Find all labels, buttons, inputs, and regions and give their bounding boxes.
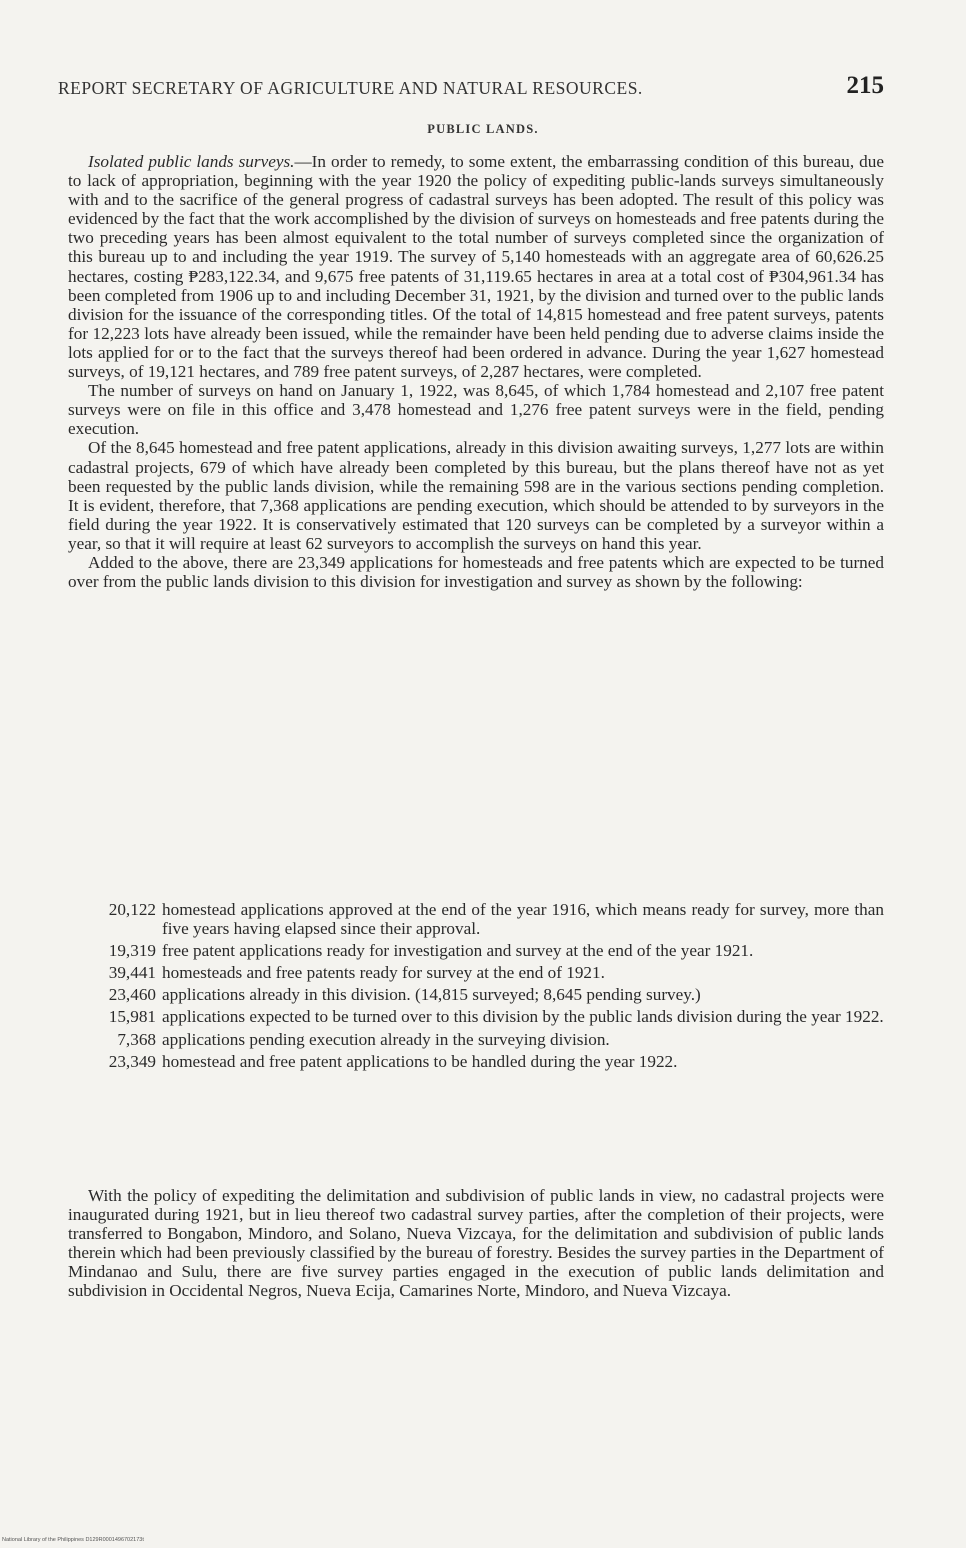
paragraph-pending-applications: Of the 8,645 homestead and free patent applications, already in this division awaiting surveys, 1,277 lots are within cadastral projects, 679 of which have already been completed by this bureau, but the plans thereof have not as yet been requested by the public lands division, while the remaining 598 are in the various sections pending completion. It is evident, therefore, that 7,368 applications are pending execution, which should be attended to by surveyors in the field during the year 1922. It is conservatively estimated that 120 surveys can be completed by a surveyor within a year, so that it will require at least 62 surveyors to accomplish the surveys on hand this year. bbox=[68, 438, 884, 553]
footer-note: National Library of the Philippines D129R0001496702173t bbox=[2, 1537, 144, 1543]
list-item-text: homesteads and free patents ready for survey at the end of 1921. bbox=[162, 963, 605, 983]
list-item bbox=[68, 1007, 884, 1026]
list-item bbox=[68, 1030, 884, 1049]
paragraph-isolated-surveys bbox=[68, 152, 884, 381]
list-item-number: 19,319 bbox=[108, 941, 156, 961]
list-item bbox=[68, 900, 884, 938]
paragraph-cadastral-projects: With the policy of expediting the delimitation and subdivision of public lands in view, no cadastral projects were inaugurated during 1921, but in lieu thereof two cadastral survey parties, after the completion of their projects, were transferred to Bongabon, Mindoro, and Solano, Nueva Vizcaya, for the delimitation and subdivision of public lands therein which had been previously classified by the bureau of forestry. Besides the survey parties in the Department of Mindanao and Sulu, there are five survey parties engaged in the execution of public lands delimitation and subdivision in Occidental Negros, Nueva Ecija, Camarines Norte, Mindoro, and Nueva Vizcaya. bbox=[68, 1186, 884, 1301]
paragraph-surveys-on-hand: The number of surveys on hand on January 1, 1922, was 8,645, of which 1,784 homestead and 2,107 free patent surveys were on file in this office and 3,478 homestead and 1,276 free patent surveys were in the field, pending execution. bbox=[68, 381, 884, 439]
list-item-text: homestead applications approved at the end of the year 1916, which means ready for survey, more than five years having elapsed since their approval. bbox=[162, 900, 884, 939]
running-header bbox=[58, 72, 888, 106]
list-item bbox=[68, 1052, 884, 1071]
list-item-text: applications expected to be turned over to this division by the public lands division during the year 1922. bbox=[162, 1007, 884, 1027]
paragraph-body: —In order to remedy, to some extent, the embarrassing condition of this bureau, due to lack of appropriation, beginning with the year 1920 the policy of expediting public-lands surveys simultaneously with and to the sacrifice of the general progress of cadastral surveys has been adopted. The result of this policy was evidenced by the fact that the work accomplished by the division of surveys on homesteads and free patents during the two preceding years has been almost equivalent to the total number of surveys completed since the organization of this bureau up to and including the year 1919. The survey of 5,140 homesteads with an aggregate area of 60,626.25 hectares, costing ₱283,122.34, and 9,675 free patents of 31,119.65 hectares in area at a total cost of ₱304,961.34 has been completed from 1906 up to and including December 31, 1921, by the division and turned over to the public lands division for the issuance of the corresponding titles. Of the total of 14,815 homestead and free patent surveys, patents for 12,223 lots have already been issued, while the remainder have been held pending due to adverse claims inside the lots applied for or to the fact that the surveys thereof had been ordered in advance. During the year 1,627 homestead surveys, of 19,121 hectares, and 789 free patent surveys, of 2,287 hectares, were completed. bbox=[68, 152, 884, 382]
list-item-text: applications already in this division. (14,815 surveyed; 8,645 pending survey.) bbox=[162, 985, 701, 1005]
closing-text bbox=[68, 1186, 884, 1301]
page-number: 215 bbox=[846, 72, 884, 99]
running-title: REPORT SECRETARY OF AGRICULTURE AND NATURAL RESOURCES. bbox=[58, 78, 643, 98]
list-item-number: 23,349 bbox=[108, 1051, 156, 1071]
list-item-text: applications pending execution already in the surveying division. bbox=[162, 1029, 610, 1049]
list-item-text: free patent applications ready for investigation and survey at the end of the year 1921. bbox=[162, 941, 754, 961]
paragraph-added-applications: Added to the above, there are 23,349 applications for homesteads and free patents which are expected to be turned over from the public lands division to this division for investigation and survey as shown by the following: bbox=[68, 552, 884, 592]
list-item-text: homestead and free patent applications to be handled during the year 1922. bbox=[162, 1051, 678, 1071]
list-item-number: 7,368 bbox=[117, 1029, 156, 1049]
section-title: PUBLIC LANDS. bbox=[427, 122, 539, 136]
list-item-number: 15,981 bbox=[108, 1007, 156, 1027]
paragraph-heading: Isolated public lands surveys. bbox=[88, 152, 295, 171]
list-item bbox=[68, 985, 884, 1004]
list-item-number: 23,460 bbox=[108, 985, 156, 1005]
list-item bbox=[68, 941, 884, 960]
application-list bbox=[68, 900, 884, 1074]
list-item-number: 39,441 bbox=[108, 963, 156, 983]
list-item bbox=[68, 963, 884, 982]
body-text bbox=[68, 152, 884, 591]
list-item-number: 20,122 bbox=[108, 900, 156, 919]
